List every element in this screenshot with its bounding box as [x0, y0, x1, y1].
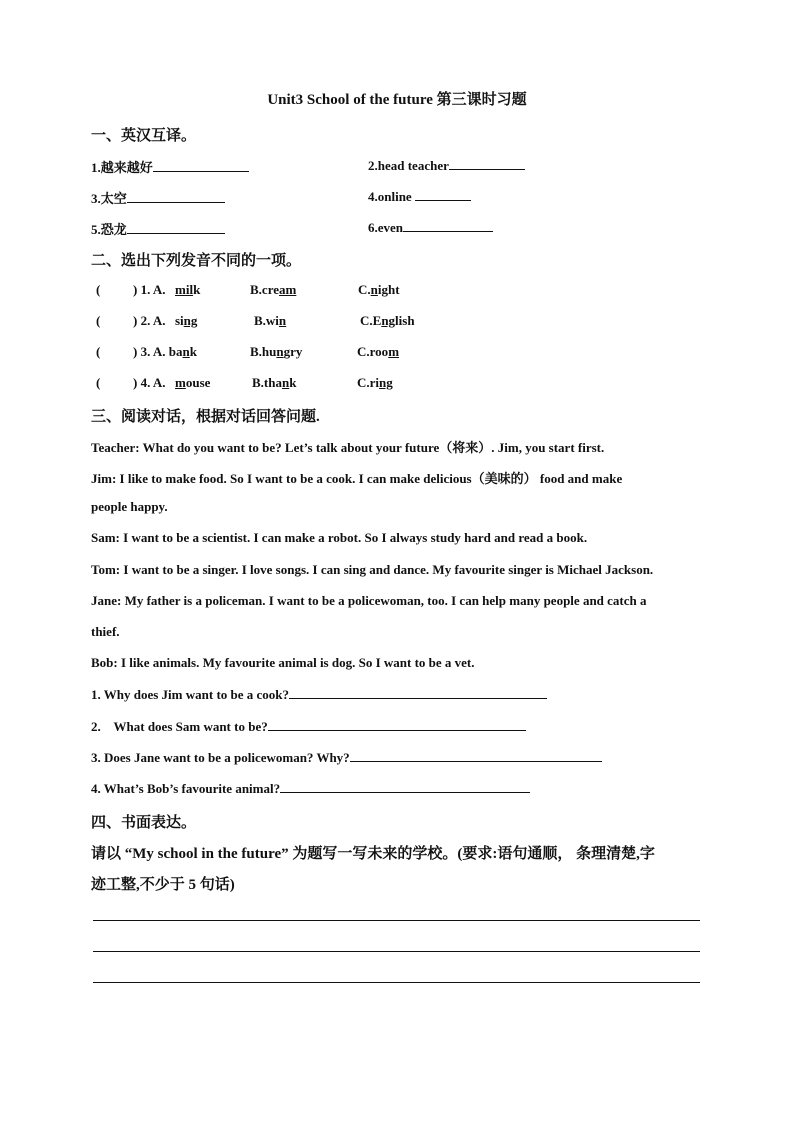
question-number: ) 4. A.	[133, 375, 166, 390]
option-a: sing	[175, 313, 198, 328]
writing-prompt: 请以 “My school in the future” 为题写一写未来的学校。(要求:语句通顺， 条理清楚,字	[91, 846, 655, 862]
dialog-line: Jane: My father is a policeman. I want to be a policewoman, too. I can help many people and catch a	[91, 593, 647, 608]
translate-item-1	[91, 157, 249, 176]
writing-line[interactable]	[93, 920, 700, 921]
dialog-line: Teacher: What do you want to be? Let’s talk about your future（将来）. Jim, you start first.	[91, 440, 605, 455]
dialog-line: Sam: I want to be a scientist. I can make a robot. So I always study hard and read a book.	[91, 530, 588, 545]
option-c: C.night	[358, 282, 400, 297]
dialog-line: Bob: I like animals. My favourite animal is dog. So I want to be a vet.	[91, 655, 475, 670]
question-4	[91, 780, 530, 797]
answer-blank[interactable]	[127, 190, 225, 203]
translate-item-2	[368, 157, 525, 174]
translate-item-text: 4.online	[368, 189, 412, 204]
answer-blank[interactable]	[289, 686, 547, 699]
option-b: B.cream	[250, 282, 297, 297]
translate-item-6	[368, 219, 493, 236]
phonics-row-2	[0, 313, 794, 331]
answer-blank[interactable]	[449, 157, 525, 170]
question-text: 1. Why does Jim want to be a cook?	[91, 687, 290, 702]
question-number: ) 1. A.	[133, 282, 166, 297]
option-c: C.ring	[357, 375, 393, 390]
translate-item-text: 5.恐龙	[91, 222, 127, 237]
answer-blank[interactable]	[268, 718, 526, 731]
section3-heading: 三、阅读对话，根据对话回答问题.	[91, 409, 320, 425]
option-a: milk	[175, 282, 201, 297]
phonics-row-4	[0, 375, 794, 393]
question-1	[91, 686, 547, 703]
option-b: B.win	[254, 313, 287, 328]
answer-blank[interactable]	[153, 159, 249, 172]
translate-item-5	[91, 219, 225, 238]
answer-blank[interactable]	[415, 188, 471, 201]
writing-line[interactable]	[93, 982, 700, 983]
answer-paren[interactable]: (	[96, 313, 101, 328]
answer-blank[interactable]	[280, 780, 530, 793]
option-b: B.hungry	[250, 344, 303, 359]
question-number: ) 3. A. bank	[133, 344, 197, 359]
question-text: 3. Does Jane want to be a policewoman? Why?	[91, 750, 350, 765]
answer-paren[interactable]: (	[96, 282, 101, 297]
option-c: C.English	[360, 313, 415, 328]
section1-heading: 一、英汉互译。	[91, 128, 197, 144]
phonics-row-1	[0, 282, 794, 300]
question-2	[91, 718, 526, 735]
answer-paren[interactable]: (	[96, 344, 101, 359]
option-b: B.thank	[252, 375, 297, 390]
writing-line[interactable]	[93, 951, 700, 952]
translate-item-3	[91, 188, 225, 207]
page-title: Unit3 School of the future 第三课时习题	[267, 92, 527, 108]
translate-item-text: 1.越来越好	[91, 160, 153, 175]
dialog-line: thief.	[91, 624, 120, 639]
section2-heading: 二、选出下列发音不同的一项。	[91, 253, 302, 269]
translate-item-text: 3.太空	[91, 191, 127, 206]
question-3	[91, 749, 602, 766]
dialog-line: people happy.	[91, 499, 168, 514]
option-a: mouse	[175, 375, 211, 390]
answer-blank[interactable]	[403, 219, 493, 232]
option-c: C.room	[357, 344, 400, 359]
translate-item-text: 6.even	[368, 220, 404, 235]
answer-paren[interactable]: (	[96, 375, 101, 390]
dialog-line: Tom: I want to be a singer. I love songs. I can sing and dance. My favourite singer is Michael Jackson.	[91, 562, 654, 577]
question-number: ) 2. A.	[133, 313, 166, 328]
answer-blank[interactable]	[350, 749, 602, 762]
answer-blank[interactable]	[127, 221, 225, 234]
phonics-row-3	[0, 344, 794, 362]
translate-item-text: 2.head teacher	[368, 158, 449, 173]
dialog-line: Jim: I like to make food. So I want to be a cook. I can make delicious（美味的） food and make	[91, 471, 623, 486]
writing-prompt-cont: 迹工整,不少于 5 句话)	[91, 877, 235, 893]
section4-heading: 四、书面表达。	[91, 815, 197, 831]
question-text: 2. What does Sam want to be?	[91, 719, 268, 734]
translate-item-4	[368, 188, 471, 205]
question-text: 4. What’s Bob’s favourite animal?	[91, 781, 281, 796]
